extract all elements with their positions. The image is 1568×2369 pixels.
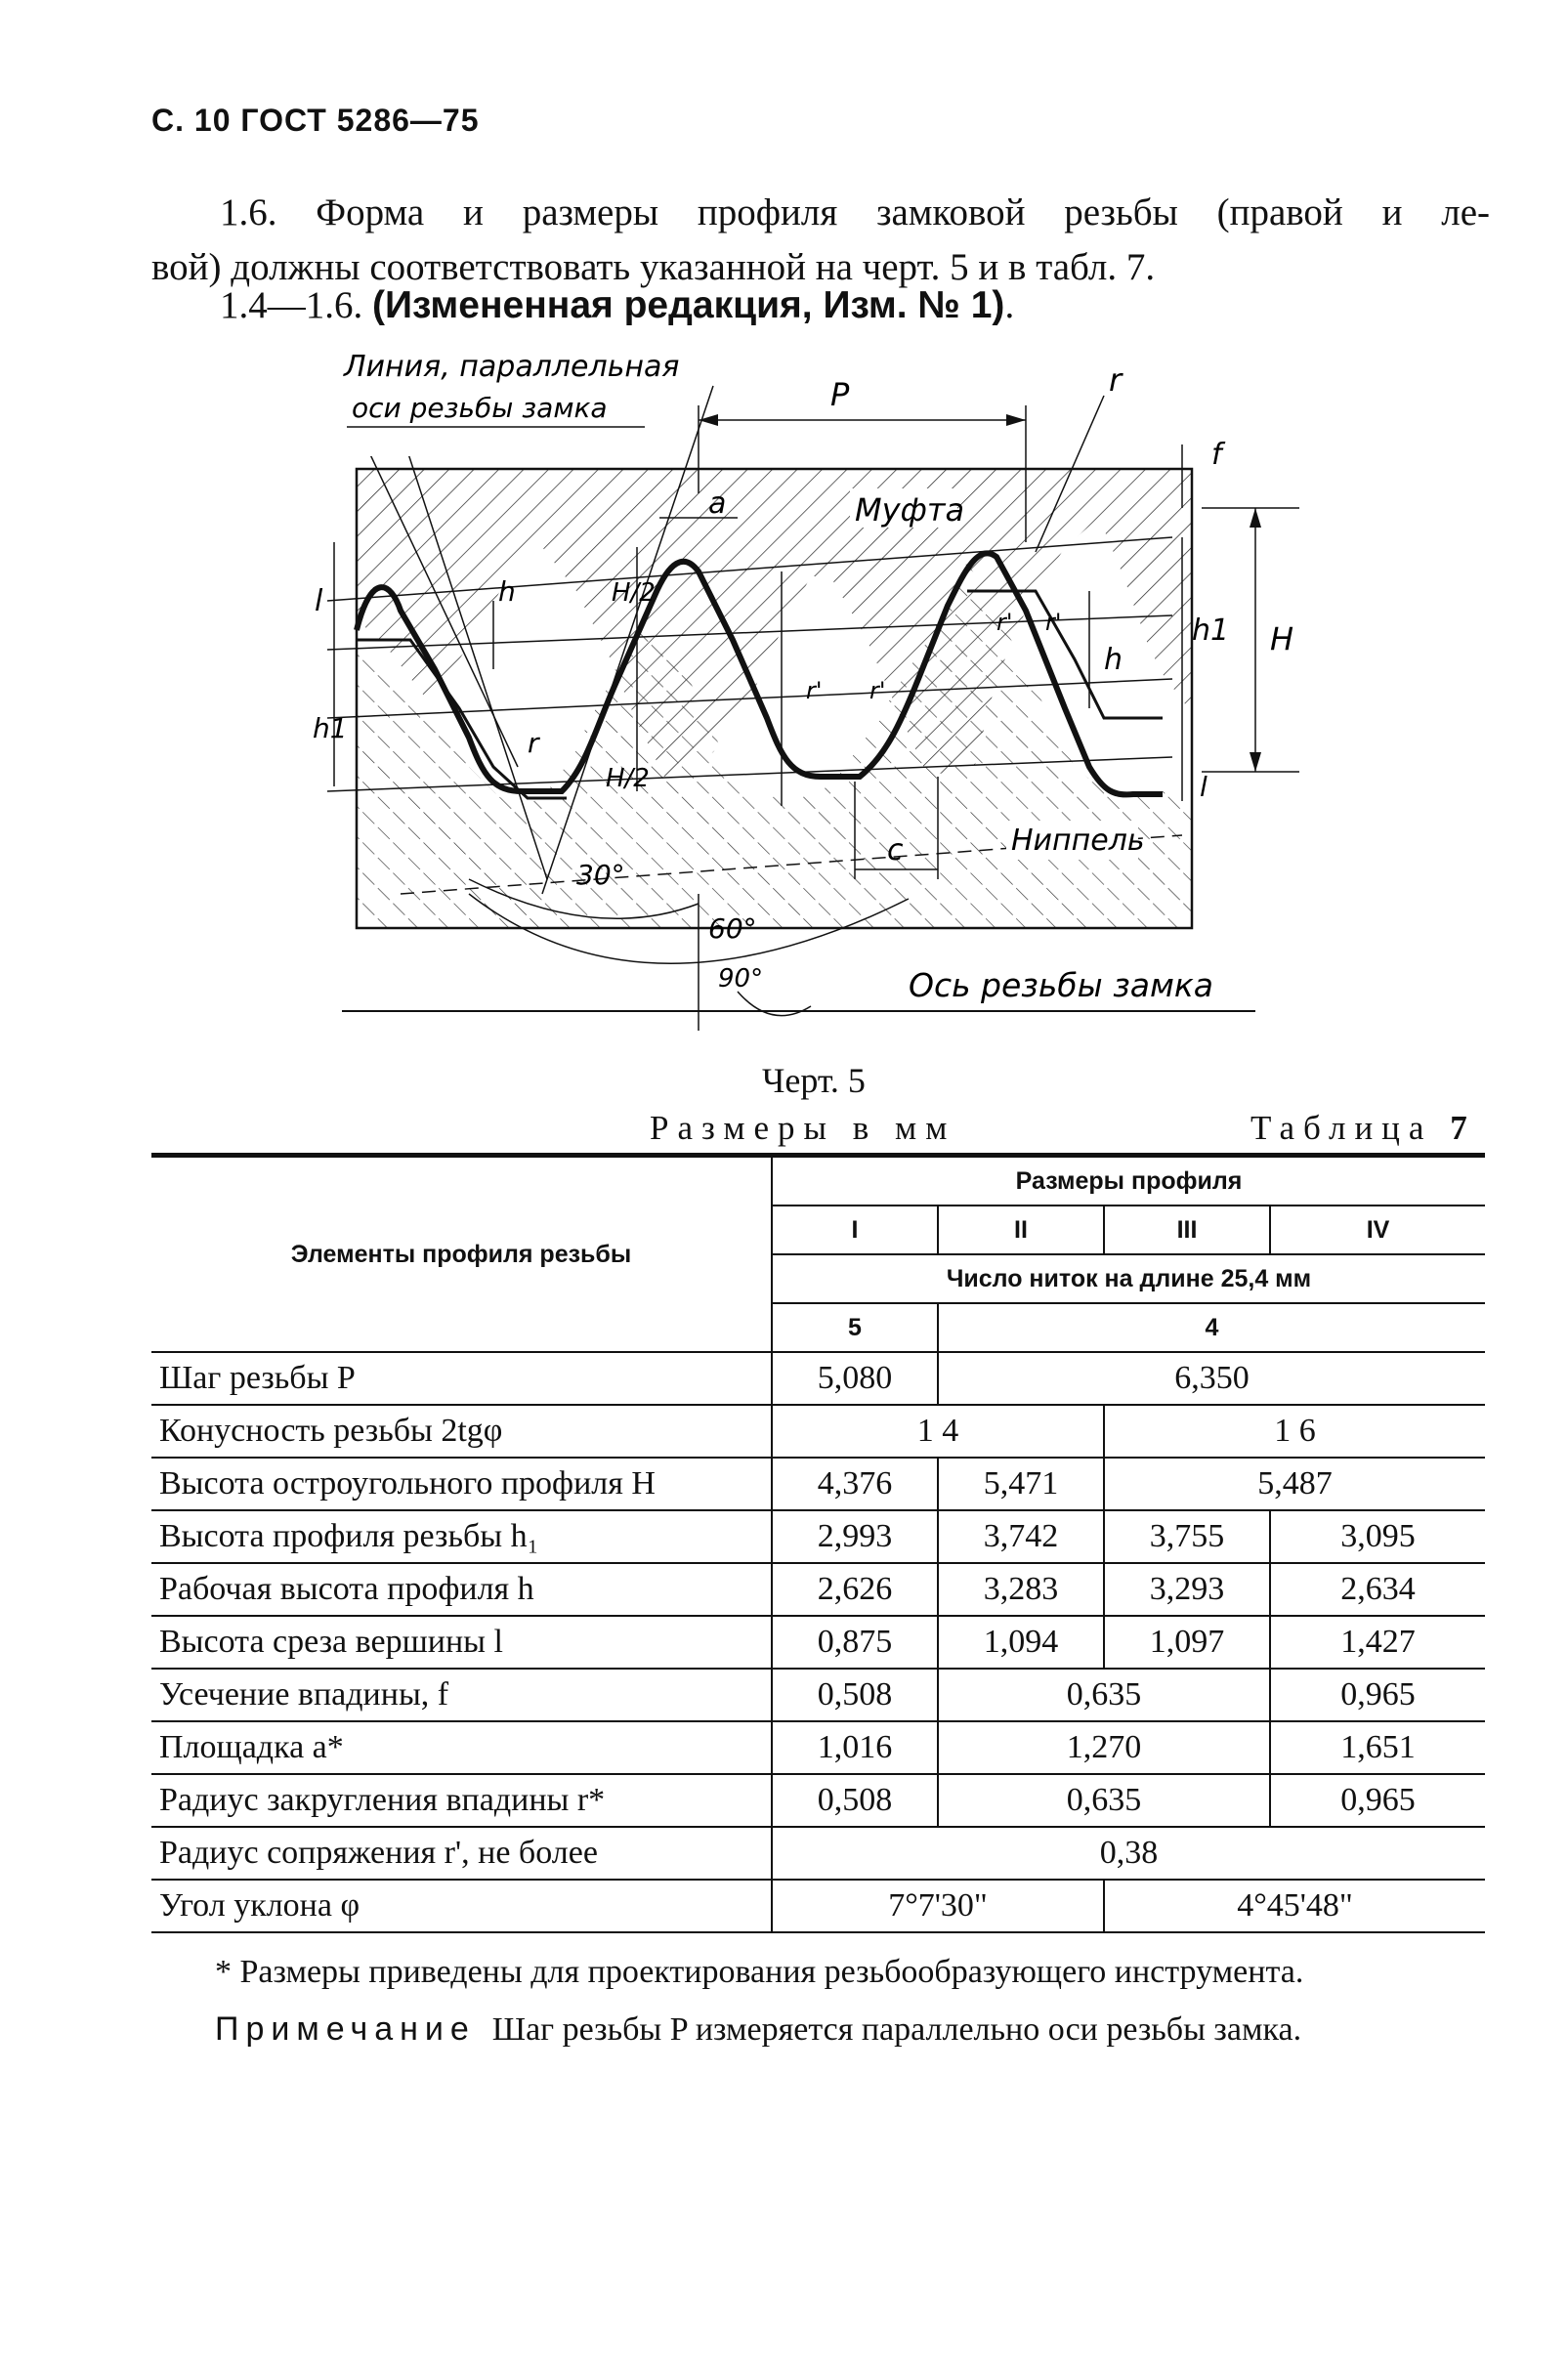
label-H2-upper: H/2: [612, 578, 656, 608]
header-profile-3: III: [1104, 1206, 1270, 1254]
cell: 1,651: [1270, 1721, 1485, 1774]
row-name: Высота профиля резьбы h₁: [151, 1510, 772, 1563]
header-elements: Элементы профиля резьбы: [151, 1156, 772, 1353]
table-row: [151, 1510, 1485, 1563]
label-h1-right: h1: [1192, 613, 1230, 648]
label-h1-left: h1: [313, 712, 348, 744]
row-name: Радиус сопряжения r', не более: [151, 1827, 772, 1880]
change-suffix: .: [1004, 284, 1015, 326]
cell: 2,626: [772, 1563, 938, 1616]
cell: 0,875: [772, 1616, 938, 1669]
arrow: [1006, 414, 1026, 426]
label-rp-4: r': [1045, 609, 1062, 636]
row-name: Площадка a*: [151, 1721, 772, 1774]
cell: 2,993: [772, 1510, 938, 1563]
cell: 1 4: [772, 1405, 1104, 1458]
row-name: Угол уклона φ: [151, 1880, 772, 1932]
cell: 0,508: [772, 1774, 938, 1827]
cell: 4,376: [772, 1458, 938, 1510]
table-row: [151, 1352, 1485, 1405]
cell: 0,38: [772, 1827, 1485, 1880]
cell: 4°45'48": [1104, 1880, 1485, 1932]
label-rp-1: r': [806, 677, 823, 704]
table-row: [151, 1616, 1485, 1669]
cell: 1 6: [1104, 1405, 1485, 1458]
note: [215, 2010, 1301, 2049]
cell: 1,097: [1104, 1616, 1270, 1669]
label-parallel-line-2: оси резьбы замка: [352, 392, 608, 424]
cell: 0,965: [1270, 1774, 1485, 1827]
label-H2-lower: H/2: [606, 764, 650, 793]
change-prefix: 1.4—1.6.: [220, 284, 372, 326]
label-f: f: [1211, 438, 1222, 472]
cell: 0,635: [938, 1669, 1270, 1721]
cell: 1,094: [938, 1616, 1104, 1669]
cell: 0,635: [938, 1774, 1270, 1827]
table-number: 7: [1450, 1109, 1467, 1147]
units-label: Размеры в мм: [650, 1109, 956, 1147]
label-h-right: h: [1104, 643, 1123, 677]
page-header: С. 10 ГОСТ 5286—75: [151, 103, 480, 138]
cell: 2,634: [1270, 1563, 1485, 1616]
cell: 5,080: [772, 1352, 938, 1405]
label-a: a: [708, 486, 727, 521]
label-coupling: Муфта: [855, 491, 965, 529]
paragraph-line-2: вой) должны соответствовать указанной на черт. 5 и в табл. 7.: [151, 246, 1156, 288]
label-parallel-line-1: Линия, параллельная: [344, 350, 680, 384]
cell: 3,283: [938, 1563, 1104, 1616]
label-angle-60: 60°: [708, 912, 757, 945]
change-note: [220, 278, 1014, 333]
label-l-right: l: [1200, 771, 1208, 803]
label-angle-30: 30°: [576, 859, 625, 891]
label-angle-90: 90°: [718, 964, 764, 994]
table-row: [151, 1563, 1485, 1616]
table-row: [151, 1721, 1485, 1774]
cell: 5,487: [1104, 1458, 1485, 1510]
change-bold: (Измененная редакция, Изм. № 1): [372, 284, 1005, 326]
cell: 3,095: [1270, 1510, 1485, 1563]
row-name: Радиус закругления впадины r*: [151, 1774, 772, 1827]
header-profile-4: IV: [1270, 1206, 1485, 1254]
footnote: * Размеры приведены для проектирования резьбообразующего инструмента.: [215, 1954, 1304, 1990]
label-rp-3: r': [996, 609, 1013, 636]
label-r-left: r: [528, 727, 539, 759]
cell: 7°7'30": [772, 1880, 1104, 1932]
note-text: Шаг резьбы P измеряется параллельно оси резьбы замка.: [491, 2011, 1302, 2048]
label-H: H: [1270, 620, 1294, 657]
thread-profile-drawing: [313, 347, 1294, 1031]
header-profile-1: I: [772, 1206, 938, 1254]
arrow: [1250, 508, 1261, 528]
cell: 0,508: [772, 1669, 938, 1721]
header-threads-5: 5: [772, 1303, 938, 1352]
cell: 3,293: [1104, 1563, 1270, 1616]
paragraph-line-1: 1.6. Форма и размеры профиля замковой резьбы (правой и ле-: [220, 191, 1490, 233]
table-row: [151, 1669, 1485, 1721]
table-label-text: Таблица: [1250, 1109, 1433, 1147]
cell: 3,755: [1104, 1510, 1270, 1563]
label-rp-2: r': [869, 677, 886, 704]
row-name: Усечение впадины, f: [151, 1669, 772, 1721]
table-row: [151, 1774, 1485, 1827]
cell: 3,742: [938, 1510, 1104, 1563]
cell: 5,471: [938, 1458, 1104, 1510]
label-axis: Ось резьбы замка: [909, 966, 1214, 1004]
arrow: [699, 414, 718, 426]
table-row: [151, 1880, 1485, 1932]
row-name: Шаг резьбы P: [151, 1352, 772, 1405]
table-7: [151, 1153, 1485, 1933]
label-r: r: [1109, 361, 1123, 399]
row-name: Высота остроугольного профиля H: [151, 1458, 772, 1510]
cell: 0,965: [1270, 1669, 1485, 1721]
cell: 6,350: [938, 1352, 1485, 1405]
table-label: [1250, 1109, 1467, 1148]
figure-caption: Черт. 5: [762, 1061, 866, 1100]
arrow: [1250, 752, 1261, 772]
label-nipple: Ниппель: [1011, 824, 1145, 858]
header-threads-4: 4: [938, 1303, 1485, 1352]
cell: 1,427: [1270, 1616, 1485, 1669]
cell: 1,016: [772, 1721, 938, 1774]
header-profile-2: II: [938, 1206, 1104, 1254]
table-row: [151, 1405, 1485, 1458]
table-row: [151, 1827, 1485, 1880]
table-row: [151, 1458, 1485, 1510]
label-c: c: [887, 833, 904, 867]
cell: 1,270: [938, 1721, 1270, 1774]
label-l-left: l: [315, 584, 323, 618]
header-threads: Число ниток на длине 25,4 мм: [772, 1254, 1485, 1303]
note-label: Примечание: [215, 2010, 476, 2048]
label-P: P: [830, 376, 850, 413]
row-name: Рабочая высота профиля h: [151, 1563, 772, 1616]
label-h-left: h: [498, 575, 516, 608]
row-name: Высота среза вершины l: [151, 1616, 772, 1669]
header-sizes: Размеры профиля: [772, 1156, 1485, 1206]
row-name: Конусность резьбы 2tgφ: [151, 1405, 772, 1458]
